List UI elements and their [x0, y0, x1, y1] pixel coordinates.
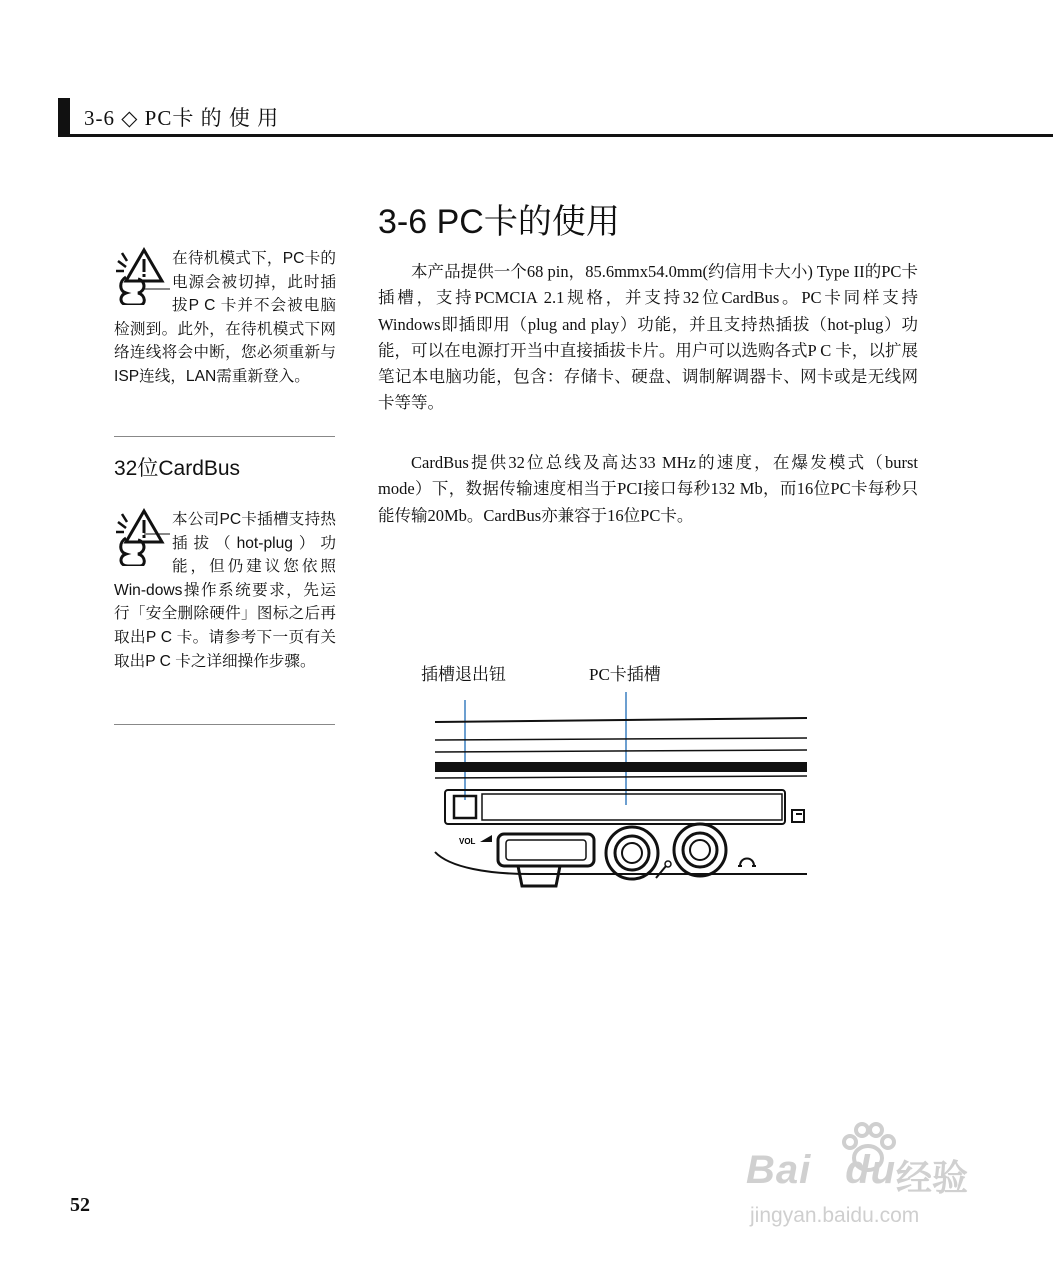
watermark-brand-bai: Bai — [746, 1148, 812, 1192]
mic-icon — [656, 866, 666, 878]
paragraph-text: 本产品提供一个68 pin，85.6mmx54.0mm(约信用卡大小) Type II的PC卡插槽，支持PCMCIA 2.1规格，并支持32位CardBus。PC卡同样支持Windows即插即用（plug and play）功能，并且支持热插拔（hot-plug）功能，可以在电源打开当中直接插拔卡片。用户可以选购各式P C 卡，以扩展笔记本电脑功能，包含：存储卡、硬盘、调制解调器卡、网卡或是无线网卡等等。 — [378, 262, 918, 413]
watermark-brand-du: du — [845, 1148, 897, 1192]
note-text: 本公司PC卡插槽支持热插拔（hot-plug）功能，但仍建议您依照Win-dows操作系统要求，先运行「安全删除硬件」图标之后再取出P C 卡。请参考下一页有关取出P C 卡之详细操作步骤。 — [114, 511, 336, 670]
watermark-jingyan: 经验 — [896, 1158, 969, 1199]
paragraph-text: CardBus提供32位总线及高达33 MHz的速度，在爆发模式（burst mode）下，数据传输速度相当于PCI接口每秒132 Mb，而16位PC卡每秒只能传输20Mb。CardBus亦兼容于16位PC卡。 — [378, 453, 918, 525]
pc-card-slot-label: PC卡插槽 — [589, 665, 661, 684]
warning-note-icon — [114, 508, 170, 566]
watermark-brand — [746, 1148, 896, 1193]
body-paragraph-2 — [378, 450, 918, 529]
body-paragraph-1 — [378, 259, 918, 417]
sidebar-note-standby — [114, 247, 336, 389]
warning-note-icon — [114, 247, 170, 305]
note-text: 在待机模式下，PC卡的电源会被切掉，此时插拔P C 卡并不会被电脑检测到。此外，在待机模式下网络连线将会中断，您必须重新与ISP连线，LAN需重新登入。 — [114, 250, 336, 385]
vol-label: VOL — [459, 837, 476, 846]
header-title: 3-6 ◇ PC卡 的 使 用 — [84, 106, 280, 130]
page-number: 52 — [70, 1194, 90, 1216]
header-rule — [58, 134, 1053, 137]
header-bar — [58, 98, 70, 136]
headphone-icon — [738, 859, 756, 867]
sidebar-divider — [114, 436, 335, 437]
watermark-url: jingyan.baidu.com — [750, 1204, 920, 1227]
volume-wheel — [498, 834, 594, 866]
sidebar-note-hotplug — [114, 508, 336, 673]
baidu-watermark — [746, 1120, 996, 1230]
laptop-side-illustration — [430, 690, 812, 900]
cardbus-subheading: 32位CardBus — [114, 457, 241, 480]
pc-card-slot — [445, 790, 785, 824]
eject-button-label: 插槽退出钮 — [421, 665, 506, 684]
page-header — [58, 98, 1053, 138]
sidebar-divider — [114, 724, 335, 725]
section-title: 3-6 PC卡的使用 — [378, 203, 620, 241]
